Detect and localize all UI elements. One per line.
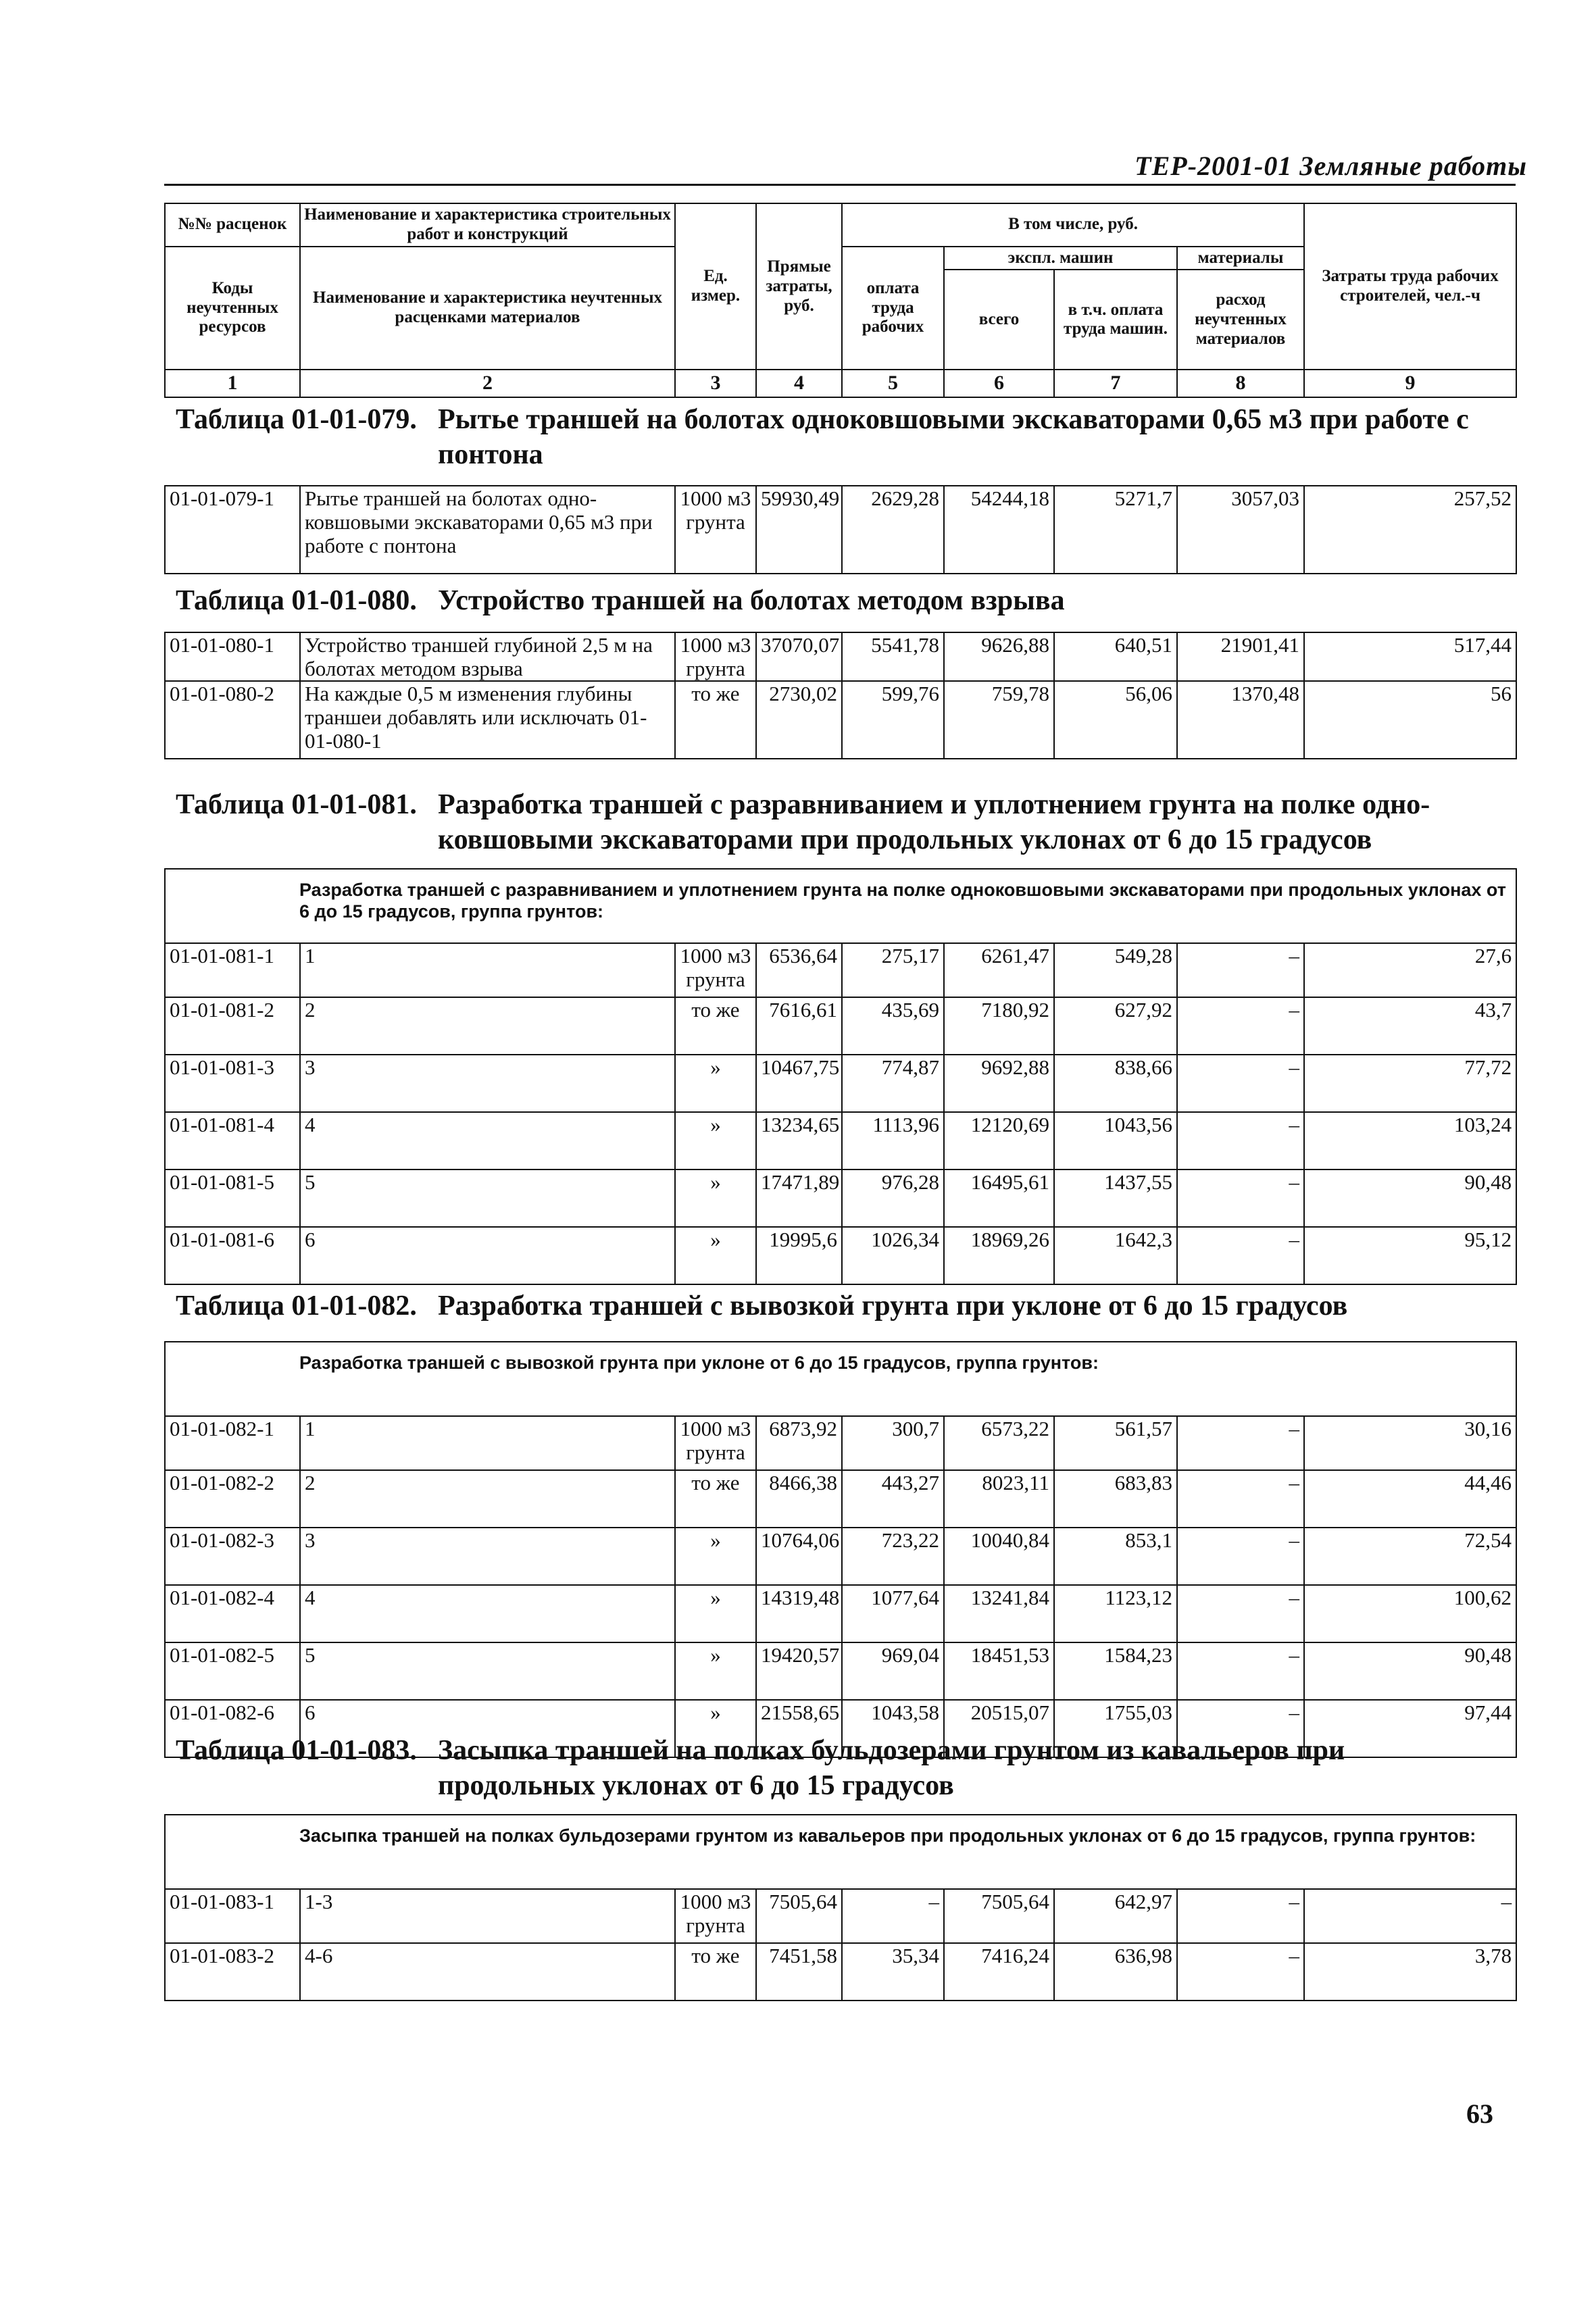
cell-labor: 443,27 [842,1470,944,1528]
cell-labor: 976,28 [842,1169,944,1227]
cell-code: 01-01-082-2 [165,1470,300,1528]
cell-unit: » [675,1642,756,1700]
cell-name: 2 [300,1470,675,1528]
cell-mach-labor: 683,83 [1054,1470,1177,1528]
data-table-082 [164,1341,1517,1758]
cell-direct: 59930,49 [756,486,842,574]
hdr-col2-bottom: Наименование и характеристика неучтенных расценками материалов [300,247,675,370]
hdr-group: В том числе, руб. [842,203,1304,247]
caption-title: Устройство траншей на болотах методом взрыва [438,585,1065,616]
hdr-num: 5 [842,370,944,397]
hdr-mach-labor: в т.ч. оплата труда машин. [1054,270,1177,370]
cell-direct: 14319,48 [756,1585,842,1642]
table-row [165,997,1516,1055]
cell-mach-labor: 1043,56 [1054,1112,1177,1169]
running-head: ТЕР-2001-01 Земляные работы [1134,151,1527,181]
cell-mach-labor: 561,57 [1054,1416,1177,1470]
table-caption-082 [176,1288,1514,1324]
cell-unit: » [675,1585,756,1642]
table-row [165,1528,1516,1585]
hdr-num: 2 [300,370,675,397]
caption-title: Разработка траншей с разравниванием и уплотнением грунта на полке одно- [438,789,1430,820]
cell-mat: – [1177,1585,1304,1642]
cell-unit: » [675,1112,756,1169]
cell-mat: – [1177,943,1304,997]
cell-name: 2 [300,997,675,1055]
cell-unit: 1000 м3 грунта [675,632,756,681]
cell-unit: » [675,1528,756,1585]
cell-unit: » [675,1055,756,1112]
cell-mat: 21901,41 [1177,632,1304,681]
cell-direct: 7451,58 [756,1943,842,2001]
cell-hours: – [1304,1889,1516,1943]
cell-unit: 1000 м3 грунта [675,1889,756,1943]
hdr-col1-top: №№ расценок [165,203,300,247]
cell-code: 01-01-080-1 [165,632,300,681]
cell-direct: 13234,65 [756,1112,842,1169]
table-row [165,1889,1516,1943]
cell-labor: 599,76 [842,681,944,759]
cell-hours: 97,44 [1304,1700,1516,1757]
cell-hours: 56 [1304,681,1516,759]
cell-hours: 90,48 [1304,1169,1516,1227]
hdr-num: 4 [756,370,842,397]
cell-mach-labor: 549,28 [1054,943,1177,997]
cell-code: 01-01-083-1 [165,1889,300,1943]
cell-hours: 90,48 [1304,1642,1516,1700]
cell-mach-labor: 627,92 [1054,997,1177,1055]
cell-code: 01-01-081-1 [165,943,300,997]
cell-labor: 275,17 [842,943,944,997]
cell-mach-labor: 1755,03 [1054,1700,1177,1757]
caption-title-cont: ковшовыми экскаваторами при продольных уклонах от 6 до 15 градусов [438,824,1372,855]
cell-name: 4-6 [300,1943,675,2001]
cell-unit: 1000 м3 грунта [675,1416,756,1470]
cell-mat: – [1177,1227,1304,1284]
cell-direct: 7505,64 [756,1889,842,1943]
table-caption-080 [176,583,1514,618]
cell-mach: 9692,88 [944,1055,1054,1112]
cell-mach: 9626,88 [944,632,1054,681]
cell-mach: 10040,84 [944,1528,1054,1585]
cell-mat: – [1177,1470,1304,1528]
cell-mat: – [1177,1416,1304,1470]
cell-hours: 103,24 [1304,1112,1516,1169]
cell-mat: – [1177,1169,1304,1227]
cell-name: 1 [300,1416,675,1470]
cell-hours: 77,72 [1304,1055,1516,1112]
cell-code: 01-01-081-6 [165,1227,300,1284]
cell-direct: 7616,61 [756,997,842,1055]
cell-name: 3 [300,1055,675,1112]
cell-labor: 2629,28 [842,486,944,574]
cell-labor: 774,87 [842,1055,944,1112]
cell-code: 01-01-081-2 [165,997,300,1055]
cell-code: 01-01-081-3 [165,1055,300,1112]
cell-mach-labor: 5271,7 [1054,486,1177,574]
cell-code: 01-01-081-5 [165,1169,300,1227]
cell-name: 6 [300,1700,675,1757]
cell-code: 01-01-082-5 [165,1642,300,1700]
cell-direct: 19995,6 [756,1227,842,1284]
cell-code: 01-01-082-6 [165,1700,300,1757]
cell-hours: 3,78 [1304,1943,1516,2001]
table-caption-079 [176,402,1514,472]
cell-code: 01-01-079-1 [165,486,300,574]
cell-hours: 27,6 [1304,943,1516,997]
cell-direct: 10467,75 [756,1055,842,1112]
cell-name: 4 [300,1585,675,1642]
cell-mach: 20515,07 [944,1700,1054,1757]
cell-mach-labor: 640,51 [1054,632,1177,681]
cell-mach: 13241,84 [944,1585,1054,1642]
table-row [165,1055,1516,1112]
cell-labor: 435,69 [842,997,944,1055]
cell-unit: 1000 м3 грунта [675,943,756,997]
cell-direct: 19420,57 [756,1642,842,1700]
table-row [165,1169,1516,1227]
table-row [165,486,1516,574]
data-table-080 [164,632,1517,759]
hdr-num: 1 [165,370,300,397]
cell-hours: 30,16 [1304,1416,1516,1470]
cell-mat: – [1177,1642,1304,1700]
cell-mach: 16495,61 [944,1169,1054,1227]
caption-title-cont: понтона [438,439,543,470]
cell-code: 01-01-083-2 [165,1943,300,2001]
cell-mach: 759,78 [944,681,1054,759]
cell-name: 3 [300,1528,675,1585]
cell-name: 5 [300,1169,675,1227]
cell-hours: 257,52 [1304,486,1516,574]
cell-mat: – [1177,1700,1304,1757]
hdr-num: 8 [1177,370,1304,397]
hdr-labor: оплата труда рабочих [842,247,944,370]
cell-mach: 8023,11 [944,1470,1054,1528]
cell-direct: 21558,65 [756,1700,842,1757]
cell-hours: 517,44 [1304,632,1516,681]
cell-labor: 35,34 [842,1943,944,2001]
cell-hours: 95,12 [1304,1227,1516,1284]
page-number: 63 [1466,2098,1493,2129]
cell-labor: 1026,34 [842,1227,944,1284]
cell-name: 4 [300,1112,675,1169]
cell-mach: 6573,22 [944,1416,1054,1470]
caption-number: Таблица 01-01-081. [176,789,417,820]
hdr-materials: материалы [1177,247,1304,270]
cell-labor: 969,04 [842,1642,944,1700]
cell-mach-labor: 853,1 [1054,1528,1177,1585]
cell-mat: – [1177,1943,1304,2001]
cell-name: 1-3 [300,1889,675,1943]
cell-mach: 12120,69 [944,1112,1054,1169]
cell-mach-labor: 838,66 [1054,1055,1177,1112]
cell-hours: 72,54 [1304,1528,1516,1585]
cell-mat: – [1177,1889,1304,1943]
cell-mach: 18451,53 [944,1642,1054,1700]
cell-mach-labor: 1642,3 [1054,1227,1177,1284]
cell-labor: 1043,58 [842,1700,944,1757]
caption-number: Таблица 01-01-079. [176,404,417,435]
cell-unit: то же [675,681,756,759]
table-row [165,1227,1516,1284]
cell-hours: 44,46 [1304,1470,1516,1528]
caption-title: Засыпка траншей на полках бульдозерами грунтом из кавальеров при [438,1735,1345,1766]
cell-direct: 6873,92 [756,1416,842,1470]
cell-labor: 723,22 [842,1528,944,1585]
cell-mach-labor: 56,06 [1054,681,1177,759]
cell-direct: 17471,89 [756,1169,842,1227]
cell-labor: 1113,96 [842,1112,944,1169]
cell-labor: 300,7 [842,1416,944,1470]
cell-labor: 1077,64 [842,1585,944,1642]
data-table-083 [164,1814,1517,2001]
cell-mach: 7180,92 [944,997,1054,1055]
caption-number: Таблица 01-01-082. [176,1290,417,1322]
hdr-num: 9 [1304,370,1516,397]
cell-mach-labor: 642,97 [1054,1889,1177,1943]
cell-mat: – [1177,1055,1304,1112]
cell-name: 6 [300,1227,675,1284]
table-caption-081 [176,787,1514,857]
cell-unit: » [675,1169,756,1227]
hdr-col1-bottom: Коды неучтенных ресурсов [165,247,300,370]
table-row [165,1642,1516,1700]
caption-title-cont: продольных уклонах от 6 до 15 градусов [438,1770,954,1801]
table-subheading: Разработка траншей с вывозкой грунта при уклоне от 6 до 15 градусов, группа грунтов: [165,1342,1516,1416]
hdr-num: 3 [675,370,756,397]
table-row [165,1112,1516,1169]
cell-mat: – [1177,997,1304,1055]
table-row [165,1700,1516,1757]
cell-mach: 7505,64 [944,1889,1054,1943]
cell-name: Рытье траншей на болотах одно-ковшовыми экскаваторами 0,65 м3 при работе с понтона [300,486,675,574]
cell-name: 5 [300,1642,675,1700]
caption-number: Таблица 01-01-080. [176,585,417,616]
cell-hours: 100,62 [1304,1585,1516,1642]
caption-title: Разработка траншей с вывозкой грунта при уклоне от 6 до 15 градусов [438,1290,1348,1322]
hdr-direct: Прямые затраты, руб. [756,203,842,370]
cell-mach: 7416,24 [944,1943,1054,2001]
cell-unit: то же [675,1470,756,1528]
hdr-unit: Ед. измер. [675,203,756,370]
cell-code: 01-01-082-3 [165,1528,300,1585]
table-row [165,681,1516,759]
cell-hours: 43,7 [1304,997,1516,1055]
cell-direct: 37070,07 [756,632,842,681]
hdr-mat-consumption: расход неучтенных материалов [1177,270,1304,370]
cell-unit: 1000 м3 грунта [675,486,756,574]
cell-unit: » [675,1700,756,1757]
cell-code: 01-01-082-1 [165,1416,300,1470]
cell-labor: – [842,1889,944,1943]
data-table-081 [164,868,1517,1285]
hdr-mach-total: всего [944,270,1054,370]
caption-title: Рытье траншей на болотах одноковшовыми экскаваторами 0,65 м3 при работе с [438,404,1469,435]
cell-mach-labor: 1437,55 [1054,1169,1177,1227]
table-row [165,632,1516,681]
cell-name: На каждые 0,5 м изменения глубины траншеи добавлять или исключать 01-01-080-1 [300,681,675,759]
cell-unit: то же [675,1943,756,2001]
hdr-hours: Затраты труда рабочих строителей, чел.-ч [1304,203,1516,370]
cell-mach-labor: 1584,23 [1054,1642,1177,1700]
hdr-machines: экспл. машин [944,247,1177,270]
cell-direct: 6536,64 [756,943,842,997]
cell-mat: 1370,48 [1177,681,1304,759]
cell-unit: » [675,1227,756,1284]
cell-mat: – [1177,1112,1304,1169]
cell-name: 1 [300,943,675,997]
table-subheading: Разработка траншей с разравниванием и уплотнением грунта на полке одноковшовыми экскаваторами при продольных уклонах от 6 до 15 градусов, группа грунтов: [165,869,1516,943]
cell-mach: 6261,47 [944,943,1054,997]
cell-name: Устройство траншей глубиной 2,5 м на болотах методом взрыва [300,632,675,681]
cell-unit: то же [675,997,756,1055]
cell-mach: 54244,18 [944,486,1054,574]
cell-mach: 18969,26 [944,1227,1054,1284]
table-subheading: Засыпка траншей на полках бульдозерами грунтом из кавальеров при продольных уклонах от 6 до 15 градусов, группа грунтов: [165,1815,1516,1889]
cell-mat: – [1177,1528,1304,1585]
cell-code: 01-01-081-4 [165,1112,300,1169]
cell-direct: 8466,38 [756,1470,842,1528]
hdr-num: 6 [944,370,1054,397]
table-row [165,943,1516,997]
table-row [165,1585,1516,1642]
caption-number: Таблица 01-01-083. [176,1735,417,1766]
cell-code: 01-01-080-2 [165,681,300,759]
cell-mat: 3057,03 [1177,486,1304,574]
table-row [165,1470,1516,1528]
hdr-col2-top: Наименование и характеристика строительных работ и конструкций [300,203,675,247]
header-rule [164,184,1516,186]
cell-code: 01-01-082-4 [165,1585,300,1642]
cell-mach-labor: 1123,12 [1054,1585,1177,1642]
cell-direct: 10764,06 [756,1528,842,1585]
column-header-table [164,203,1517,398]
table-row [165,1943,1516,2001]
cell-mach-labor: 636,98 [1054,1943,1177,2001]
table-row [165,1416,1516,1470]
cell-direct: 2730,02 [756,681,842,759]
cell-labor: 5541,78 [842,632,944,681]
data-table-079 [164,485,1517,574]
hdr-num: 7 [1054,370,1177,397]
